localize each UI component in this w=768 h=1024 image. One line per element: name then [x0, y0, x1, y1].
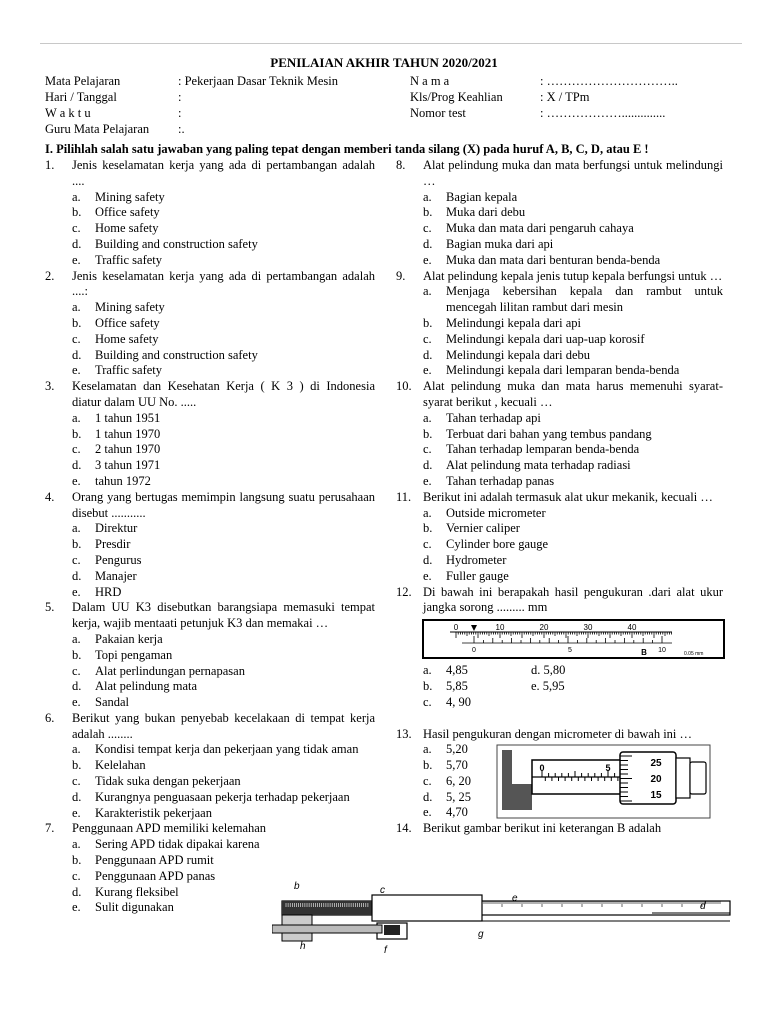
question-text: Hasil pengukuran dengan micrometer di bawah ini …: [423, 726, 693, 741]
option-1c: [45, 221, 375, 237]
option-text: Pakaian kerja: [95, 631, 163, 646]
option-letter: e.: [72, 584, 81, 599]
option-text: Home safety: [95, 331, 159, 346]
option-letter: b.: [423, 758, 433, 773]
left-question-column: [45, 158, 375, 916]
thimble-label-15: 15: [650, 790, 662, 802]
header-label-class: Kls/Prog Keahlian: [410, 90, 503, 104]
caliper-lower-jaw: [272, 925, 382, 933]
option-9d: [396, 348, 723, 364]
option-text: Traffic safety: [95, 252, 162, 267]
question-number: 8.: [396, 158, 406, 172]
question-9: [396, 269, 723, 285]
option-letter: d.: [72, 568, 82, 583]
option-1b: [45, 205, 375, 221]
option-11d: [396, 553, 723, 569]
option-9b: [396, 316, 723, 332]
option-letter: e.: [423, 363, 432, 378]
option-2d: [45, 348, 375, 364]
header-label-time: W a k t u: [45, 106, 91, 120]
question-text: Jenis keselamatan kerja yang ada di pertambangan adalah ....: [72, 158, 375, 188]
option-text: Presdir: [95, 537, 131, 552]
option-7b: [45, 853, 375, 869]
question-number: 4.: [45, 489, 55, 504]
question-number: 9.: [396, 268, 406, 283]
option-12-row1: [396, 663, 723, 679]
question-13: [396, 727, 723, 743]
option-text: Tahan terhadap api: [446, 410, 541, 425]
option-text: Bagian muka dari api: [446, 236, 554, 251]
question-6: [45, 711, 375, 743]
option-letter: e.: [72, 695, 81, 710]
option-3c: [45, 442, 375, 458]
thimble-label-25: 25: [650, 758, 662, 770]
main-scale-label-10: 10: [495, 623, 505, 633]
option-text: Direktur: [95, 521, 138, 536]
option-letter: c.: [423, 537, 432, 552]
option-letter: a.: [72, 521, 81, 536]
question-3: [45, 379, 375, 411]
page-title: PENILAIAN AKHIR TAHUN 2020/2021: [270, 55, 498, 70]
option-8c: [396, 221, 723, 237]
option-letter: d.: [423, 347, 433, 362]
option-12-row3: [396, 695, 723, 711]
caliper-background: [272, 871, 734, 961]
question-text: Berikut ini adalah termasuk alat ukur mekanik, kecuali …: [423, 489, 713, 504]
option-1a: [45, 190, 375, 206]
question-number: 2.: [45, 268, 55, 283]
option-text: Tahan terhadap lemparan benda-benda: [446, 442, 640, 457]
question-10: [396, 379, 723, 411]
option-letter: e.: [72, 473, 81, 488]
option-10c: [396, 442, 723, 458]
option-text: 6, 20: [446, 773, 471, 788]
option-text: Hydrometer: [446, 552, 507, 567]
option-text: Office safety: [95, 315, 160, 330]
option-letter: c.: [72, 331, 81, 346]
vernier-b-label: B: [641, 648, 647, 658]
option-letter: b.: [72, 853, 82, 868]
header-value-time: :: [178, 106, 182, 120]
right-question-column: [396, 158, 723, 836]
option-text: Menjaga kebersihan kepala dan rambut untuk mencegah lilitan rambut dari mesin: [446, 284, 723, 315]
sleeve-label-5: 5: [605, 763, 611, 774]
spacer: [396, 711, 723, 727]
option-letter: a.: [423, 505, 432, 520]
option-text: Karakteristik pekerjaan: [95, 805, 212, 820]
option-4c: [45, 553, 375, 569]
caliper-label-b: b: [294, 881, 300, 892]
vernier-scale-figure: [422, 619, 725, 659]
option-text-second: d. 5,80: [531, 663, 566, 678]
option-letter: b.: [423, 678, 433, 693]
option-letter: a.: [423, 284, 432, 299]
header-value-date: :: [178, 90, 182, 104]
option-letter: a.: [72, 410, 81, 425]
question-5: [45, 600, 375, 632]
option-6b: [45, 758, 375, 774]
option-letter: c.: [72, 552, 81, 567]
option-7a: [45, 837, 375, 853]
option-text: Penggunaan APD panas: [95, 868, 216, 883]
option-letter: a.: [423, 663, 432, 678]
option-text: Manajer: [95, 568, 137, 583]
main-scale-label-20: 20: [539, 623, 549, 633]
option-5a: [45, 632, 375, 648]
option-8b: [396, 205, 723, 221]
header-value-name: : …………………………..: [540, 74, 678, 88]
question-number: 7.: [45, 821, 55, 836]
option-text: Vernier caliper: [446, 521, 520, 536]
option-letter: c.: [423, 694, 432, 709]
option-11e: [396, 569, 723, 585]
option-text: Alat pelindung mata terhadap radiasi: [446, 458, 631, 473]
question-number: 3.: [45, 379, 55, 394]
option-text: Penggunaan APD rumit: [95, 853, 214, 868]
option-letter: e.: [423, 473, 432, 488]
q13-options-block: [396, 742, 723, 821]
option-10e: [396, 474, 723, 490]
option-letter: c.: [72, 442, 81, 457]
header-label-date: Hari / Tanggal: [45, 90, 117, 104]
option-text: Kelelahan: [95, 758, 146, 773]
option-text: Sandal: [95, 695, 130, 710]
vernier-frame: [423, 620, 724, 658]
option-letter: c.: [72, 868, 81, 883]
option-text: tahun 1972: [95, 473, 151, 488]
option-letter: e.: [72, 252, 81, 267]
option-letter: b.: [72, 315, 82, 330]
option-text: Tidak suka dengan pekerjaan: [95, 774, 241, 789]
option-text: Muka dan mata dari pengaruh cahaya: [446, 221, 634, 236]
question-number: 6.: [45, 710, 55, 725]
caliper-label-c: c: [380, 885, 385, 896]
option-letter: e.: [423, 568, 432, 583]
option-text: 1 tahun 1970: [95, 426, 161, 441]
option-letter: b.: [423, 315, 433, 330]
option-2e: [45, 363, 375, 379]
option-10b: [396, 427, 723, 443]
option-4b: [45, 537, 375, 553]
header-label-subject: Mata Pelajaran: [45, 74, 121, 88]
option-text: Bagian kepala: [446, 189, 518, 204]
question-14: [396, 821, 723, 836]
option-2a: [45, 300, 375, 316]
option-text: Alat pelindung mata: [95, 679, 198, 694]
question-7: [45, 821, 375, 837]
main-scale-label-30: 30: [583, 623, 593, 633]
question-number: 14.: [396, 821, 412, 836]
option-text: 1 tahun 1951: [95, 410, 161, 425]
option-text: Alat perlindungan pernapasan: [95, 663, 245, 678]
header-label-teacher: Guru Mata Pelajaran: [45, 122, 150, 136]
option-6e: [45, 806, 375, 822]
option-letter: b.: [72, 537, 82, 552]
micrometer-figure: [496, 744, 711, 819]
question-number: 5.: [45, 600, 55, 615]
caliper-label-f: f: [384, 945, 387, 956]
option-text: Outside micrometer: [446, 505, 546, 520]
header-value-teacher: :.: [178, 122, 185, 136]
option-letter: a.: [72, 189, 81, 204]
option-letter: e.: [423, 805, 432, 820]
question-1: [45, 158, 375, 190]
question-4: [45, 490, 375, 522]
option-text: Mining safety: [95, 300, 165, 315]
option-letter: e.: [423, 252, 432, 267]
sleeve-label-0: 0: [539, 763, 545, 774]
option-text: Mining safety: [95, 189, 165, 204]
option-text: Tahan terhadap panas: [446, 473, 555, 488]
option-text: Building and construction safety: [95, 347, 258, 362]
option-letter: d.: [423, 552, 433, 567]
option-1d: [45, 237, 375, 253]
vernier-figure-slot: [396, 616, 723, 663]
option-text: Cylinder bore gauge: [446, 537, 549, 552]
option-4e: [45, 585, 375, 601]
caliper-thumb-wheel: [384, 925, 400, 935]
main-scale-label-40: 40: [627, 623, 637, 633]
option-text: 4,70: [446, 805, 468, 820]
option-letter: d.: [72, 458, 82, 473]
question-text: Alat pelindung muka dan mata harus memenuhi syarat-syarat berikut , kecuali …: [423, 379, 723, 409]
option-letter: a.: [423, 410, 432, 425]
option-letter: e.: [72, 900, 81, 915]
option-letter: b.: [423, 521, 433, 536]
micrometer-ratchet-end: [690, 762, 706, 794]
option-9c: [396, 332, 723, 348]
option-text: 3 tahun 1971: [95, 458, 161, 473]
question-text: Orang yang bertugas memimpin langsung suatu perusahaan disebut ...........: [72, 489, 375, 520]
option-6a: [45, 742, 375, 758]
option-letter: c.: [72, 663, 81, 678]
option-2b: [45, 316, 375, 332]
option-letter: d.: [423, 458, 433, 473]
option-6d: [45, 790, 375, 806]
option-letter: a.: [423, 742, 432, 757]
option-letter: c.: [72, 221, 81, 236]
option-text: Home safety: [95, 221, 159, 236]
option-text: Melindungi kepala dari uap-uap korosif: [446, 331, 645, 346]
header-label-testno: Nomor test: [410, 106, 466, 120]
question-number: 13.: [396, 726, 412, 741]
option-text: Sering APD tidak dipakai karena: [95, 837, 260, 852]
option-text: HRD: [95, 584, 122, 599]
caliper-figure: [272, 871, 734, 961]
question-text: Di bawah ini berapakah hasil pengukuran .dari alat ukur jangka sorong ......... mm: [423, 584, 723, 615]
option-text: 4,85: [446, 663, 468, 678]
option-text: 5, 25: [446, 789, 471, 804]
caliper-slider: [372, 895, 482, 921]
option-letter: a.: [423, 189, 432, 204]
option-text-second: e. 5,95: [531, 678, 565, 693]
option-letter: b.: [72, 426, 82, 441]
option-12-row2: [396, 679, 723, 695]
caliper-label-e: e: [512, 893, 518, 904]
option-letter: d.: [72, 679, 82, 694]
question-number: 11.: [396, 489, 412, 504]
option-5b: [45, 648, 375, 664]
caliper-label-d: d: [700, 901, 706, 912]
option-8a: [396, 190, 723, 206]
header-value-class: : X / TPm: [540, 90, 590, 104]
option-text: Muka dari debu: [446, 205, 526, 220]
question-text: Jenis keselamatan kerja yang ada di pertambangan adalah ....:: [72, 268, 375, 299]
option-letter: b.: [72, 205, 82, 220]
question-text: Penggunaan APD memiliki kelemahan: [72, 821, 267, 836]
option-text: Terbuat dari bahan yang tembus pandang: [446, 426, 652, 441]
option-text: 5,20: [446, 742, 468, 757]
option-text: 4, 90: [446, 694, 471, 709]
option-letter: b.: [423, 426, 433, 441]
option-3e: [45, 474, 375, 490]
option-3b: [45, 427, 375, 443]
option-4a: [45, 521, 375, 537]
vernier-unit-label: 0.05 mm: [684, 651, 704, 658]
option-text: 2 tahun 1970: [95, 442, 161, 457]
option-text: Building and construction safety: [95, 236, 258, 251]
question-text: Berikut gambar berikut ini keterangan B adalah: [423, 821, 662, 836]
option-text: 5,85: [446, 678, 468, 693]
option-5e: [45, 695, 375, 711]
option-3d: [45, 458, 375, 474]
question-number: 1.: [45, 158, 55, 172]
option-text: Muka dan mata dari benturan benda-benda: [446, 252, 661, 267]
option-5d: [45, 679, 375, 695]
question-number: 12.: [396, 584, 412, 599]
option-letter: c.: [72, 774, 81, 789]
vernier-label-5: 5: [568, 647, 572, 655]
question-8: [396, 158, 723, 190]
option-letter: d.: [72, 884, 82, 899]
option-10d: [396, 458, 723, 474]
option-text: Melindungi kepala dari debu: [446, 347, 591, 362]
option-letter: b.: [72, 758, 82, 773]
question-2: [45, 269, 375, 301]
option-letter: d.: [423, 789, 433, 804]
option-text: Traffic safety: [95, 363, 162, 378]
option-1e: [45, 253, 375, 269]
option-text: Topi pengaman: [95, 647, 173, 662]
header-value-subject: : Pekerjaan Dasar Teknik Mesin: [178, 74, 338, 88]
header-value-testno: : ………………..............: [540, 106, 666, 120]
instruction: I. Pilihlah salah satu jawaban yang paling tepat dengan memberi tanda silang (X) pada huruf A, B, C, D, atau E !: [45, 142, 649, 156]
vernier-label-10: 10: [658, 647, 666, 655]
main-scale-label-0: 0: [453, 623, 459, 633]
option-text: Kurangnya penguasaan pekerja terhadap pekerjaan: [95, 789, 350, 804]
option-letter: a.: [72, 742, 81, 757]
option-3a: [45, 411, 375, 427]
question-text: Alat pelindung muka dan mata berfungsi untuk melindungi …: [423, 158, 723, 188]
question-text: Keselamatan dan Kesehatan Kerja ( K 3 ) di Indonesia diatur dalam UU No. .....: [72, 379, 375, 409]
caliper-label-g: g: [478, 929, 484, 940]
option-5c: [45, 664, 375, 680]
question-12: [396, 585, 723, 617]
caliper-label-h: h: [300, 941, 306, 952]
option-11c: [396, 537, 723, 553]
option-6c: [45, 774, 375, 790]
option-11b: [396, 521, 723, 537]
option-letter: d.: [423, 236, 433, 251]
option-letter: a.: [72, 837, 81, 852]
option-9a: [396, 284, 723, 316]
option-11a: [396, 506, 723, 522]
option-2c: [45, 332, 375, 348]
option-letter: b.: [423, 205, 433, 220]
option-text: Melindungi kepala dari api: [446, 315, 582, 330]
option-text: Fuller gauge: [446, 568, 509, 583]
option-text: Kurang fleksibel: [95, 884, 179, 899]
option-8d: [396, 237, 723, 253]
option-8e: [396, 253, 723, 269]
question-11: [396, 490, 723, 506]
question-text: Alat pelindung kepala jenis tutup kepala berfungsi untuk …: [423, 268, 723, 283]
option-letter: e.: [72, 363, 81, 378]
option-letter: a.: [72, 631, 81, 646]
option-text: Office safety: [95, 205, 160, 220]
header-label-name: N a m a: [410, 74, 450, 88]
option-letter: c.: [423, 442, 432, 457]
option-letter: e.: [72, 805, 81, 820]
question-text: Dalam UU K3 disebutkan barangsiapa memasuki tempat kerja, wajib mentaati petunjuk K3 dan memakai …: [72, 600, 375, 631]
question-text: Berikut yang bukan penyebab kecelakaan di tempat kerja adalah ........: [72, 710, 375, 741]
top-rule: [40, 43, 742, 44]
option-letter: d.: [72, 236, 82, 251]
option-text: Melindungi kepala dari lemparan benda-benda: [446, 363, 680, 378]
option-letter: a.: [72, 300, 81, 315]
vernier-label-0: 0: [472, 647, 476, 655]
option-text: Sulit digunakan: [95, 900, 174, 915]
option-letter: b.: [72, 647, 82, 662]
option-letter: d.: [72, 347, 82, 362]
option-letter: c.: [423, 331, 432, 346]
option-9e: [396, 363, 723, 379]
option-10a: [396, 411, 723, 427]
thimble-label-20: 20: [650, 774, 662, 786]
question-number: 10.: [396, 379, 412, 394]
option-letter: c.: [423, 773, 432, 788]
option-letter: c.: [423, 221, 432, 236]
option-text: Kondisi tempat kerja dan pekerjaan yang tidak aman: [95, 742, 359, 757]
option-text: 5,70: [446, 758, 468, 773]
caliper-scale-plate: [282, 901, 372, 915]
option-text: Pengurus: [95, 552, 142, 567]
micrometer-ratchet: [676, 758, 690, 798]
option-letter: d.: [72, 789, 82, 804]
option-4d: [45, 569, 375, 585]
